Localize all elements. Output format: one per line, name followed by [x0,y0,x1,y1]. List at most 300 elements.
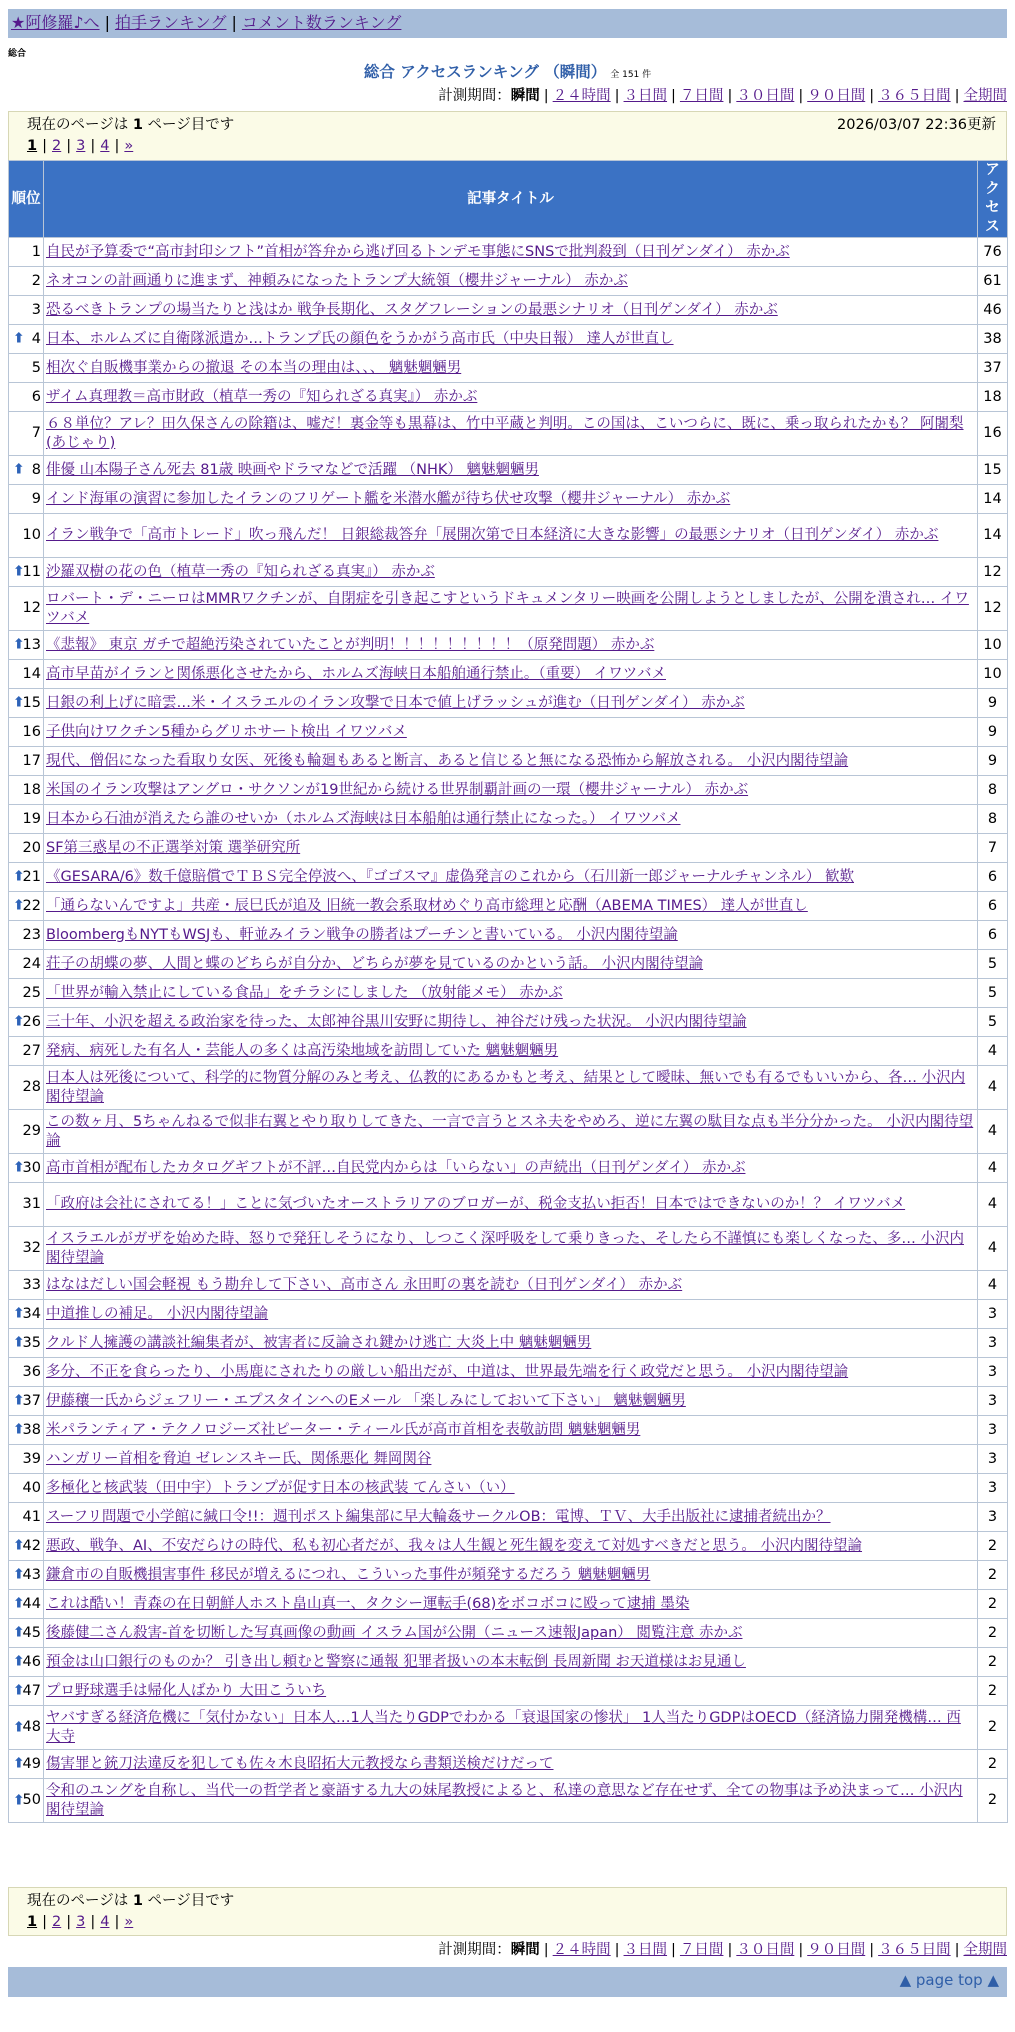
rank-up-arrow-icon: ⬆ [13,1719,25,1735]
period-separator: | [869,1942,875,1958]
title-cell [44,1008,978,1037]
article-link[interactable]: この数ヶ月、5ちゃんねるで似非右翼とやり取りしてきた、一言で言うとスネ夫をやめろ、逆に左翼の駄目な点も半分分かった。 小沢内閣待望論 [46,1113,974,1149]
access-count: 4 [978,1066,1008,1110]
access-count: 14 [978,485,1008,514]
title-cell [44,1183,978,1227]
current-page-text [27,1891,234,1911]
col-rank-header: 順位 [9,161,44,238]
article-link[interactable]: 日銀の利上げに暗雲…米・イスラエルのイラン攻撃で日本で値上げラッシュが進む（日刊ゲンダイ） 赤かぶ [46,694,745,711]
table-row [9,1387,1008,1416]
rank-up-arrow-icon: ⬆ [13,461,25,478]
title-cell [44,296,978,325]
article-link[interactable]: 鎌倉市の自販機損害事件 移民が増えるにつれ、こういった事件が頻発するだろう 魑魅魍魎男 [46,1566,651,1583]
article-link[interactable]: 多分、不正を食らったり、小馬鹿にされたりの厳しい船出だが、中道は、世界最先端を行く政党だと思う。 小沢内閣待望論 [46,1363,849,1380]
rank-cell [9,1358,44,1387]
title-cell [44,383,978,412]
table-row [9,485,1008,514]
article-link[interactable]: 伊藤穰一氏からジェフリー・エプスタインへのEメール 「楽しみにしておいて下さい」 魑魅魍魎男 [46,1392,686,1409]
rank-cell [9,718,44,747]
period-option-4[interactable]: ９０日間 [807,1942,866,1958]
article-link[interactable]: 子供向けワクチン5種からグリホサート検出 イワツバメ [46,723,407,740]
article-link[interactable]: 「政府は会社にされてる！」ことに気づいたオーストラリアのブロガーが、税金支払い拒否！日本ではできないのか！？ イワツバメ [46,1196,906,1212]
col-title-header: 記事タイトル [44,161,978,238]
rank-cell [9,1750,44,1779]
article-link[interactable]: クルド人擁護の講談社編集者が、被害者に反論され鍵かけ逃亡 大炎上中 魑魅魍魎男 [46,1334,592,1351]
table-row [9,1677,1008,1706]
rank-number: 34 [22,1305,41,1322]
article-link[interactable]: 発病、病死した有名人・芸能人の多くは高汚染地域を訪問していた 魑魅魍魎男 [46,1042,559,1059]
access-count: 16 [978,412,1008,456]
article-link[interactable]: 高市首相が配布したカタログギフトが不評…自民党内からは「いらない」の声続出（日刊ゲンダイ） 赤かぶ [46,1159,746,1176]
title-cell [44,1416,978,1445]
table-row [9,1503,1008,1532]
rank-up-arrow-icon: ⬆ [13,1537,25,1554]
table-row [9,892,1008,921]
period-separator: | [798,88,804,104]
table-row [9,1037,1008,1066]
period-separator: | [869,88,875,104]
period-separator: | [543,88,549,104]
access-count: 4 [978,1183,1008,1227]
title-cell [44,1750,978,1779]
article-link[interactable]: 「通らないんですよ」共産・辰巳氏が追及 旧統一教会系取材めぐり高市総理と応酬（ABEMA TIMES） 達人が世直し [46,897,808,914]
period-option-5[interactable]: ３６５日間 [878,1942,951,1958]
access-count: 9 [978,689,1008,718]
article-link[interactable]: 高市早苗がイランと関係悪化させたから、ホルムズ海峡日本船舶通行禁止。（重要） イワツバメ [46,665,666,682]
table-row [9,354,1008,383]
title-cell [44,238,978,267]
title-cell [44,660,978,689]
period-option-3[interactable]: ３０日間 [736,88,795,104]
rank-number: 32 [22,1240,41,1256]
article-link[interactable]: 沙羅双樹の花の色（植草一秀の『知られざる真実』） 赤かぶ [46,563,435,580]
period-current: 瞬間 [510,88,540,104]
access-count: 2 [978,1619,1008,1648]
page-link-3[interactable]: 3 [76,138,86,154]
article-link[interactable]: 傷害罪と銃刀法違反を犯しても佐々木良昭拓大元教授なら書類送検だけだって [46,1755,554,1772]
rank-up-arrow-icon: ⬆ [13,1566,25,1583]
article-link[interactable]: 恐るべきトランプの場当たりと浅はか 戦争長期化、スタグフレーションの最悪シナリオ（日刊ゲンダイ） 赤かぶ [46,301,778,318]
applause-ranking-link[interactable]: 拍手ランキング [114,13,227,32]
access-count: 2 [978,1648,1008,1677]
access-count: 4 [978,1154,1008,1183]
access-count: 3 [978,1416,1008,1445]
table-row [9,383,1008,412]
rank-cell [9,631,44,660]
title-cell [44,1329,978,1358]
rank-cell [9,587,44,631]
table-row [9,863,1008,892]
page-separator: | [114,1914,120,1930]
title-cell [44,1227,978,1271]
table-row [9,1750,1008,1779]
period-option-6[interactable]: 全期間 [963,88,1007,104]
title-cell [44,412,978,456]
page-link-4[interactable]: 4 [100,138,110,154]
access-count: 8 [978,776,1008,805]
rank-cell [9,1008,44,1037]
article-link[interactable]: 《悲報》 東京 ガチで超絶汚染されていたことが判明！！！！！！！！！（原発問題） 赤かぶ [46,636,655,653]
table-row [9,587,1008,631]
rank-number: 11 [22,563,41,580]
rank-number: 49 [22,1755,41,1772]
article-link[interactable]: イラン戦争で「高市トレード」吹っ飛んだ！ 日銀総裁答弁「展開次第で日本経済に大きな影響」の最悪シナリオ（日刊ゲンダイ） 赤かぶ [46,527,939,543]
article-link[interactable]: 三十年、小沢を超える政治家を待った、太郎神谷黒川安野に期待し、神谷だけ残った状況。 小沢内閣待望論 [46,1013,747,1030]
article-link[interactable]: はなはだしい国会軽視 もう勘弁して下さい、高市さん 永田町の裏を読む（日刊ゲンダイ） 赤かぶ [46,1276,683,1293]
rank-number: 38 [22,1421,41,1438]
title-cell [44,1779,978,1823]
rank-up-arrow-icon: ⬆ [13,1624,25,1641]
title-cell [44,1037,978,1066]
page-link-4[interactable]: 4 [100,1914,110,1930]
rank-cell [9,1387,44,1416]
rank-cell [9,1183,44,1227]
table-row [9,718,1008,747]
table-row [9,747,1008,776]
rank-number: 27 [22,1042,41,1059]
title-cell [44,631,978,660]
rank-cell [9,1590,44,1619]
article-link[interactable]: ハンガリー首相を脅迫 ゼレンスキー氏、関係悪化 舞岡関谷 [46,1450,432,1467]
article-link[interactable]: 日本から石油が消えたら誰のせいか（ホルムズ海峡は日本船舶は通行禁止になった。） イワツバメ [46,810,681,827]
next-page-link[interactable]: » [124,138,134,154]
pager-status-row [27,115,996,135]
article-link[interactable]: 米国のイラン攻撃はアングロ・サクソンが19世紀から続ける世界制覇計画の一環（櫻井ジャーナル） 赤かぶ [46,781,749,798]
title-cell [44,1474,978,1503]
rank-number: 19 [22,810,41,827]
title-cell [44,1300,978,1329]
rank-cell [9,1110,44,1154]
period-separator: | [543,1942,549,1958]
rank-number: 30 [22,1159,41,1176]
table-row [9,1619,1008,1648]
access-count: 5 [978,950,1008,979]
page-link-1: 1 [27,1914,38,1930]
rank-cell [9,1648,44,1677]
access-count: 14 [978,514,1008,558]
page-separator: | [42,138,47,154]
title-cell [44,747,978,776]
title-cell [44,1590,978,1619]
access-count: 4 [978,1271,1008,1300]
current-page-text [27,115,234,135]
access-count: 9 [978,747,1008,776]
rank-up-arrow-icon: ⬆ [13,1392,25,1409]
access-count: 2 [978,1590,1008,1619]
updated-timestamp: 2026/03/07 22:36更新 [837,117,996,133]
rank-up-arrow-icon: ⬆ [13,1682,25,1699]
table-row [9,689,1008,718]
table-row [9,1154,1008,1183]
article-link[interactable]: BloombergもNYTもWSJも、軒並みイラン戦争の勝者はプーチンと書いている。 小沢内閣待望論 [46,926,678,943]
table-row [9,1532,1008,1561]
rank-cell [9,950,44,979]
period-option-2[interactable]: ７日間 [679,88,724,104]
rank-number: 50 [22,1792,41,1808]
page-separator: | [42,1914,47,1930]
rank-cell [9,267,44,296]
article-link[interactable]: 現代、僧侶になった看取り女医、死後も輪廻もあると断言、あると信じると無になる恐怖から解放される。 小沢内閣待望論 [46,752,849,769]
rank-cell [9,834,44,863]
rank-cell [9,747,44,776]
table-row [9,1008,1008,1037]
rank-number: 18 [22,781,41,798]
article-link[interactable]: 中道推しの補足。 小沢内閣待望論 [46,1305,269,1322]
title-cell [44,979,978,1008]
page-separator: | [114,138,120,154]
nav-separator: | [104,13,110,32]
pager-status-row [27,1891,996,1911]
access-count: 2 [978,1532,1008,1561]
table-row [9,1300,1008,1329]
current-page-post: ページ目です [147,1893,235,1909]
total-count: 全 151 件 [610,70,652,80]
title-cell [44,1358,978,1387]
rank-cell [9,296,44,325]
rank-number: 43 [22,1566,41,1583]
title-cell [44,1532,978,1561]
article-link[interactable]: ザイム真理教＝高市財政（植草一秀の『知られざる真実』） 赤かぶ [46,388,478,405]
rank-number: 41 [22,1508,41,1525]
table-row [9,1110,1008,1154]
title-cell [44,1706,978,1750]
period-option-0[interactable]: ２４時間 [552,88,611,104]
rank-cell [9,921,44,950]
rank-cell [9,1154,44,1183]
rank-number: 16 [22,723,41,740]
title-cell [44,805,978,834]
article-link[interactable]: ヤバすぎる経済危機に「気付かない」日本人…1人当たりGDPでわかる「衰退国家の惨状」 1人当たりGDPはOECD（経済協力開発機構… 西大寺 [46,1709,961,1745]
table-row [9,1706,1008,1750]
article-link[interactable]: インド海軍の演習に参加したイランのフリゲート艦を米潜水艦が待ち伏せ攻撃（櫻井ジャーナル） 赤かぶ [46,490,731,507]
title-cell [44,1677,978,1706]
title-cell [44,1154,978,1183]
title-cell [44,892,978,921]
page-link-2[interactable]: 2 [51,1914,62,1930]
rank-cell [9,485,44,514]
rank-number: 33 [22,1276,41,1293]
article-link[interactable]: 多極化と核武装（田中宇）トランプが促す日本の核武装 てんさい（い） [46,1479,515,1496]
article-link[interactable]: 自民が予算委で“高市封印シフト”首相が答弁から逃げ回るトンデモ事態にSNSで批判殺到（日刊ゲンダイ） 赤かぶ [46,243,790,260]
pagination [27,135,996,157]
access-count: 3 [978,1358,1008,1387]
table-row [9,834,1008,863]
rank-up-arrow-icon: ⬆ [13,1653,25,1670]
period-selector-bottom [438,1940,1007,1960]
title-cell [44,718,978,747]
rank-cell [9,1271,44,1300]
rank-cell [9,1779,44,1823]
period-separator: | [798,1942,804,1958]
article-link[interactable]: 米パランティア・テクノロジーズ社ピーター・ティール氏が高市首相を表敬訪問 魑魅魍魎男 [46,1421,641,1438]
table-row [9,456,1008,485]
period-label: 計測期間： [438,88,511,104]
article-link[interactable]: ネオコンの計画通りに進まず、神頼みになったトランプ大統領（櫻井ジャーナル） 赤かぶ [46,272,628,289]
rank-cell [9,892,44,921]
rank-number: 24 [22,955,41,972]
article-link[interactable]: 《GESARA/6》数千億賠償でＴＢＳ完全停波へ、『ゴゴスマ』虚偽発言のこれから（石川新一郎ジャーナルチャンネル） 歓歎 [46,868,854,885]
period-separator: | [954,1942,960,1958]
table-row [9,238,1008,267]
rank-up-arrow-icon: ⬆ [13,1792,25,1808]
article-link[interactable]: 俳優 山本陽子さん死去 81歳 映画やドラマなどで活躍 （NHK） 魑魅魍魎男 [46,461,539,478]
rank-cell [9,514,44,558]
access-count: 2 [978,1779,1008,1823]
period-option-1[interactable]: ３日間 [623,88,668,104]
period-separator: | [614,1942,620,1958]
rank-number: 26 [22,1013,41,1030]
table-row [9,1183,1008,1227]
article-link[interactable]: 荘子の胡蝶の夢、人間と蝶のどちらが自分か、どちらが夢を見ているのかという話。 小沢内閣待望論 [46,955,704,972]
period-option-5[interactable]: ３６５日間 [878,88,951,104]
table-row [9,325,1008,354]
access-count: 6 [978,892,1008,921]
rank-number: 23 [22,926,41,943]
rank-cell [9,558,44,587]
rank-number: 4 [31,330,41,347]
next-page-link[interactable]: » [124,1914,134,1930]
rank-up-arrow-icon: ⬆ [13,1305,25,1322]
title-cell [44,267,978,296]
page-separator: | [90,1914,96,1930]
article-link[interactable]: 日本、ホルムズに自衛隊派遣か…トランプ氏の顔色をうかがう高市氏（中央日報） 達人が世直し [46,330,674,347]
article-link[interactable]: イスラエルがガザを始めた時、怒りで発狂しそうになり、しつこく深呼吸をして乗りきった、そしたら不謹慎にも楽しくなった、多… 小沢内閣待望論 [46,1230,964,1266]
rank-cell [9,1503,44,1532]
access-count: 2 [978,1750,1008,1779]
current-page-number: 1 [132,1893,143,1909]
article-link[interactable]: 悪政、戦争、AI、不安だらけの時代、私も初心者だが、我々は人生観と死生観を変えて対処すべきだと思う。 小沢内閣待望論 [46,1537,863,1554]
article-link[interactable]: ロバート・デ・ニーロはMMRワクチンが、自閉症を引き起こすというドキュメンタリー映画を公開しようとしましたが、公開を潰され… イワツバメ [46,590,969,626]
access-count: 3 [978,1387,1008,1416]
period-option-6[interactable]: 全期間 [963,1942,1007,1958]
access-count: 46 [978,296,1008,325]
table-row [9,1779,1008,1823]
comment-ranking-link[interactable]: コメント数ランキング [241,13,402,32]
rank-cell [9,1329,44,1358]
article-link[interactable]: プロ野球選手は帰化人ばかり 大田こういち [46,1682,327,1699]
rank-cell [9,1532,44,1561]
period-separator: | [727,1942,733,1958]
rank-cell [9,863,44,892]
article-link[interactable]: 日本人は死後について、科学的に物質分解のみと考え、仏教的にあるかもと考え、結果として曖昧、無いでも有るでもいいから、各… 小沢内閣待望論 [46,1069,966,1105]
home-link[interactable]: ★阿修羅♪へ [11,13,100,32]
pager-top [8,111,1007,161]
rank-up-arrow-icon: ⬆ [13,636,25,653]
title-cell [44,863,978,892]
rank-number: 31 [22,1196,41,1212]
title-cell [44,485,978,514]
page-separator: | [66,1914,72,1930]
access-count: 5 [978,1008,1008,1037]
rank-cell [9,354,44,383]
nav-separator: | [231,13,237,32]
article-link[interactable]: これは酷い！青森の在日朝鮮人ホスト畠山真一、タクシー運転手(68)をボコボコに殴って逮捕 墨染 [46,1595,690,1612]
rank-number: 44 [22,1595,41,1612]
article-link[interactable]: 相次ぐ自販機事業からの撤退 その本当の理由は、、、 魑魅魍魎男 [46,359,462,376]
rank-number: 46 [22,1653,41,1670]
title-cell [44,1648,978,1677]
rank-cell [9,1445,44,1474]
rank-number: 39 [22,1450,41,1467]
table-row [9,631,1008,660]
period-option-2[interactable]: ７日間 [679,1942,724,1958]
title-cell [44,1561,978,1590]
period-option-1[interactable]: ３日間 [623,1942,668,1958]
access-count: 3 [978,1474,1008,1503]
page-link-2[interactable]: 2 [51,138,62,154]
table-row [9,1561,1008,1590]
period-option-3[interactable]: ３０日間 [736,1942,795,1958]
title-cell [44,921,978,950]
table-row [9,412,1008,456]
period-separator: | [727,88,733,104]
rank-cell [9,660,44,689]
article-link[interactable]: ６８単位？アレ？田久保さんの除籍は、嘘だ！裏金等も黒幕は、竹中平蔵と判明。この国は、こいつらに、既に、乗っ取られたかも？ 阿闍梨(あじゃり) [46,415,964,451]
current-page-pre: 現在のページは [27,1893,129,1909]
rank-number: 40 [22,1479,41,1496]
access-count: 3 [978,1445,1008,1474]
article-link[interactable]: 「世界が輸入禁止にしている食品」をチラシにしました （放射能メモ） 赤かぶ [46,984,563,1001]
page-top-link[interactable]: ▲ page top ▲ [899,1971,999,1989]
rank-cell [9,776,44,805]
table-row [9,1227,1008,1271]
table-row [9,1445,1008,1474]
table-row [9,805,1008,834]
title-cell [44,1445,978,1474]
access-count: 4 [978,1110,1008,1154]
table-row [9,514,1008,558]
rank-cell [9,1037,44,1066]
rank-number: 20 [22,839,41,856]
period-option-4[interactable]: ９０日間 [807,88,866,104]
article-link[interactable]: 預金は山口銀行のものか？ 引き出し頼むと警察に通報 犯罪者扱いの本末転倒 長周新聞 お天道様はお見通し [46,1653,746,1670]
rank-cell [9,1619,44,1648]
table-row [9,558,1008,587]
current-page-number: 1 [132,117,143,133]
article-link[interactable]: SF第三惑星の不正選挙対策 選挙研究所 [46,839,301,856]
table-row [9,267,1008,296]
article-link[interactable]: 後藤健二さん殺害-首を切断した写真画像の動画 イスラム国が公開（ニュース速報Japan） 閲覧注意 赤かぶ [46,1624,743,1641]
rank-number: 12 [22,600,41,616]
rank-up-arrow-icon: ⬆ [13,868,25,885]
access-count: 5 [978,979,1008,1008]
access-count: 2 [978,1561,1008,1590]
rank-up-arrow-icon: ⬆ [13,694,25,711]
access-count: 9 [978,718,1008,747]
page-link-3[interactable]: 3 [76,1914,86,1930]
article-link[interactable]: スーフリ問題で小学館に緘口令!!：週刊ポスト編集部に早大輪姦サークルOB：電博、ＴＶ、大手出版社に逮捕者続出か？ [46,1508,831,1525]
title-cell [44,587,978,631]
article-link[interactable]: 令和のユングを自称し、当代一の哲学者と豪語する九大の妹尾教授によると、私達の意思など存在せず、全ての物事は予め決まって… 小沢内閣待望論 [46,1782,963,1818]
rank-number: 8 [31,461,41,478]
table-row [9,1590,1008,1619]
access-count: 12 [978,558,1008,587]
access-count: 18 [978,383,1008,412]
rank-cell [9,979,44,1008]
rank-number: 15 [22,694,41,711]
table-row [9,1474,1008,1503]
rank-up-arrow-icon: ⬆ [13,330,25,347]
rank-cell [9,412,44,456]
period-option-0[interactable]: ２４時間 [552,1942,611,1958]
rank-number: 29 [22,1123,41,1139]
rank-cell [9,1677,44,1706]
rank-cell [9,238,44,267]
rank-cell [9,1066,44,1110]
access-count: 2 [978,1706,1008,1750]
title-cell [44,1503,978,1532]
rank-cell [9,1300,44,1329]
